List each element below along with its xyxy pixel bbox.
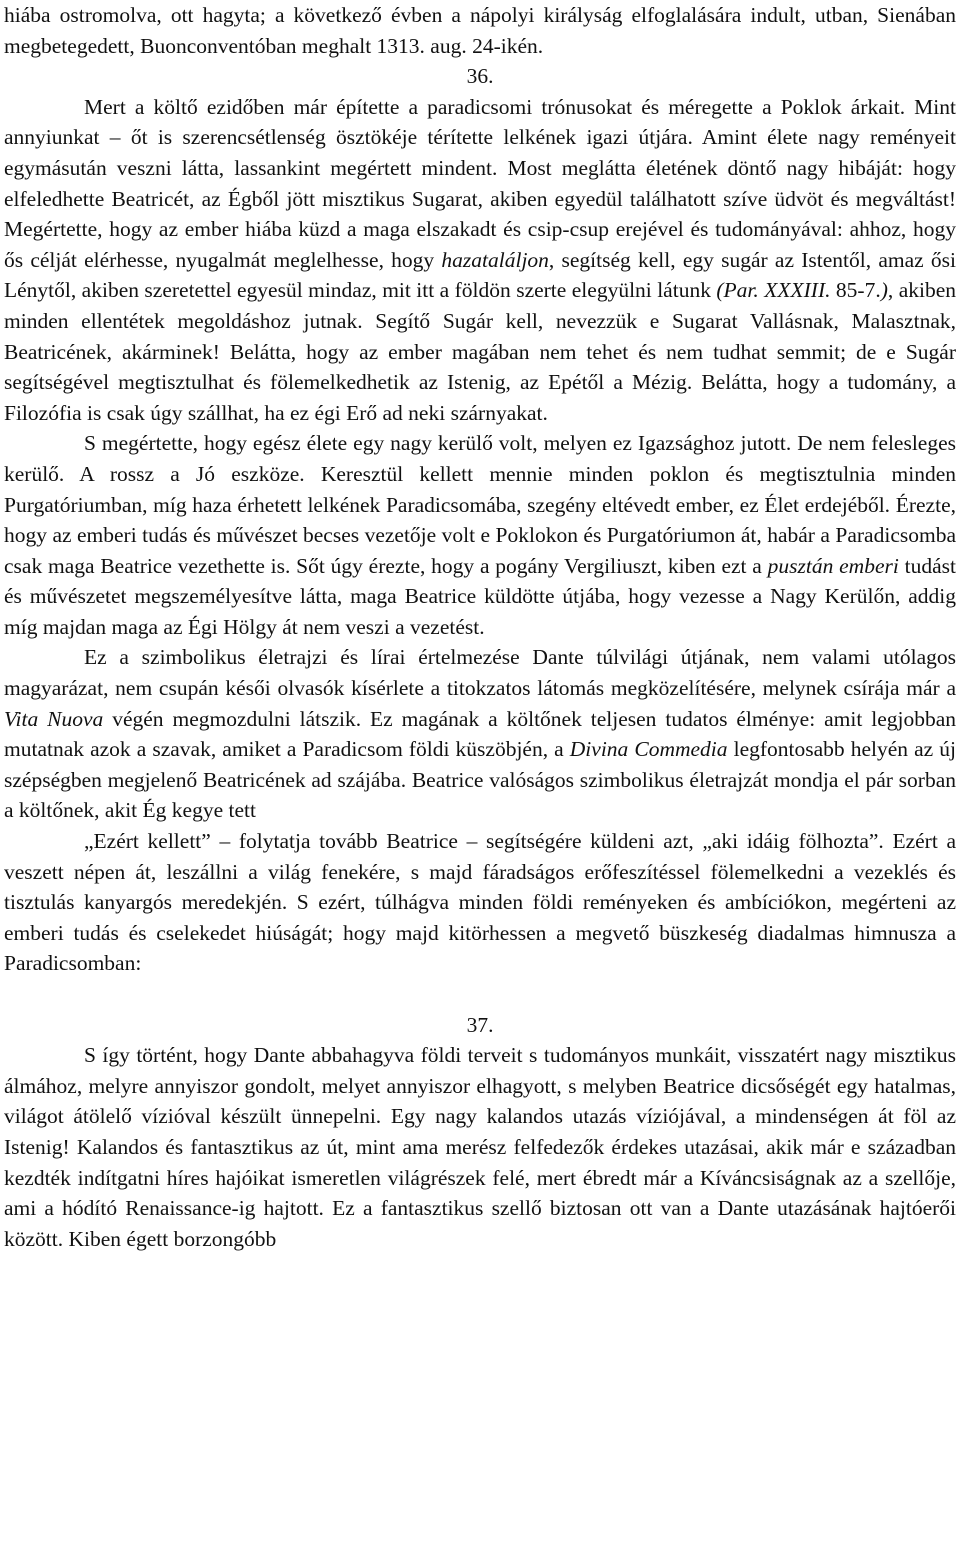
paragraph-36-1 xyxy=(4,92,956,429)
paragraph-36-3 xyxy=(4,642,956,826)
document-page xyxy=(4,0,956,1545)
paragraph-36-4: „Ezért kellett” – folytatja tovább Beatrice – segítségére küldeni azt, „aki idáig fölhozta”. Ezért a veszett népen át, leszállni a világ fenekére, s majd fáradságos erőfeszítéssel fölemelkedni a vezeklés és tisztulás kanyargós meredekjén. S ezért, túlhágva minden földi reményeken és ambíciókon, megérteni az emberi tudás és cselekedet hiúságát; hogy majd kitörhessen a megvető büszkeség diadalmas himnusza a Paradicsomban: xyxy=(4,829,956,976)
text-run: S megértette, hogy egész élete egy nagy kerülő volt, melyen ez Igazsághoz jutott. De nem felesleges kerülő. A rossz a Jó eszköze. Keresztül kellett mennie minden poklon és megtisztulnia minden Purgatóriumban, míg haza érhetett lelkének Paradicsomába, szegény eltévedt ember, ez Élet erdejéből. Érezte, hogy az emberi tudás és művészet becses vezetője volt e Poklokon és Purgatóriumon át, habár a Paradicsomba csak maga Beatrice vezethette is. Sőt úgy érezte, hogy a pogány Vergiliuszt, kiben ezt a xyxy=(4,431,956,578)
text-run: tudást és művészetet megszemélyesítve látta, maga Beatrice küldötte útjába, hogy vezesse a Nagy Kerülőn, addig míg majdan maga az Égi Hölgy át nem veszi a vezetést. xyxy=(4,553,956,639)
section-number-36: 36. xyxy=(466,64,494,89)
paragraph-intro: hiába ostromolva, ott hagyta; a következő évben a nápolyi királyság elfoglalására indult, utban, Sienában megbetegedett, Buonconventóban meghalt 1313. aug. 24-ikén. xyxy=(4,3,956,58)
italic-run: pusztán emberi xyxy=(767,553,899,578)
text-run: Mert a költő ezidőben már építette a paradicsomi trónusokat és méregette a Poklok árkait. Mint annyiunkat – őt is szerencsétlenség ösztökéje térítette lelkének igazi útjára. Amint élete nagy reményeit egymásután veszni látta, lassankint megértett mindent. Most meglátta életének döntő nagy hibáját: hogy elfeledhette Beatricét, az Égből jött misztikus Sugarat, akiben egyedül találhatott szíve üdvöt és megváltást! Megértette, hogy az ember hiába küzd a maga elszakadt és csip-csup erejével és tudományával: ahhoz, hogy ős célját elérhesse, nyugalmát meglelhesse, hogy xyxy=(4,94,956,272)
text-run: , segítség kell, egy sugár az Istentől, amaz ősi Lénytől, akiben szeretettel egyesül mindaz, mit itt a földön szerte elegyülni látunk xyxy=(4,247,956,303)
text-run: , akiben minden ellentétek megoldáshoz jutnak. Segítő Sugár kell, nevezzük e Sugarat Vallásnak, Malasztnak, Beatricének, akárminek! Belátta, hogy az ember magában nem tehet és nem tudhat semmit; de e Sugár segítségével megtisztulhat és fölemelkedhetik az Istenig, az Epétől a Mézig. Belátta, hogy a tudomány, a Filozófia is csak úgy szállhat, ha ez égi Erő ad neki szárnyakat. xyxy=(4,278,957,425)
text-run: 85-7. xyxy=(830,278,881,303)
text-run: Ez a szimbolikus életrajzi és lírai értelmezése Dante túlvilági útjának, nem valami utólagos magyarázat, nem csupán késői olvasók kísérlete a titokzatos látomás megközelítésére, melynek csírája már a xyxy=(4,645,956,701)
text-run: legfontosabb helyén az új szépségben megjelenő Beatricének ad szájába. Beatrice valóságos szimbolikus életrajzát mondja el pár sorban a költőnek, akit Ég kegye tett xyxy=(4,737,956,823)
section-number-37: 37. xyxy=(466,1012,494,1037)
paragraph-37-1: S így történt, hogy Dante abbahagyva földi terveit s tudományos munkáit, visszatért nagy misztikus álmához, melyre annyiszor gondolt, melyet annyiszor elhagyott, s melyben Beatrice dicsőségét egy hatalmas, világot átölelő vízióval készült ünnepelni. Egy nagy kalandos utazás víziójával, a mindenségen át föl az Istenig! Kalandos és fantasztikus az út, mint ama merész felfedezők érdekes utazásai, akik már e században kezdték indítgatni híres hajóikat ismeretlen világrészek felé, mert ébredt már a Kíváncsiságnak az a szellője, ami a hódító Renaissance-ig hajtott. Ez a fantasztikus szellő biztosan ott van a Dante utazásának hajtóerői között. Kiben égett borzongóbb xyxy=(4,1043,956,1251)
italic-run: (Par. XXXIII. xyxy=(716,278,831,303)
italic-run: Vita Nuova xyxy=(4,706,104,731)
italic-run: ) xyxy=(880,278,888,303)
italic-run: Divina Commedia xyxy=(569,737,728,762)
italic-run: hazataláljon xyxy=(441,247,549,272)
text-run: végén megmozdulni látszik. Ez magának a költőnek teljesen tudatos élménye: amit legjobban mutatnak azok a szavak, amiket a Paradicsom földi küszöbjén, a xyxy=(4,706,957,762)
paragraph-36-2 xyxy=(4,428,956,642)
spacer xyxy=(4,979,956,1010)
